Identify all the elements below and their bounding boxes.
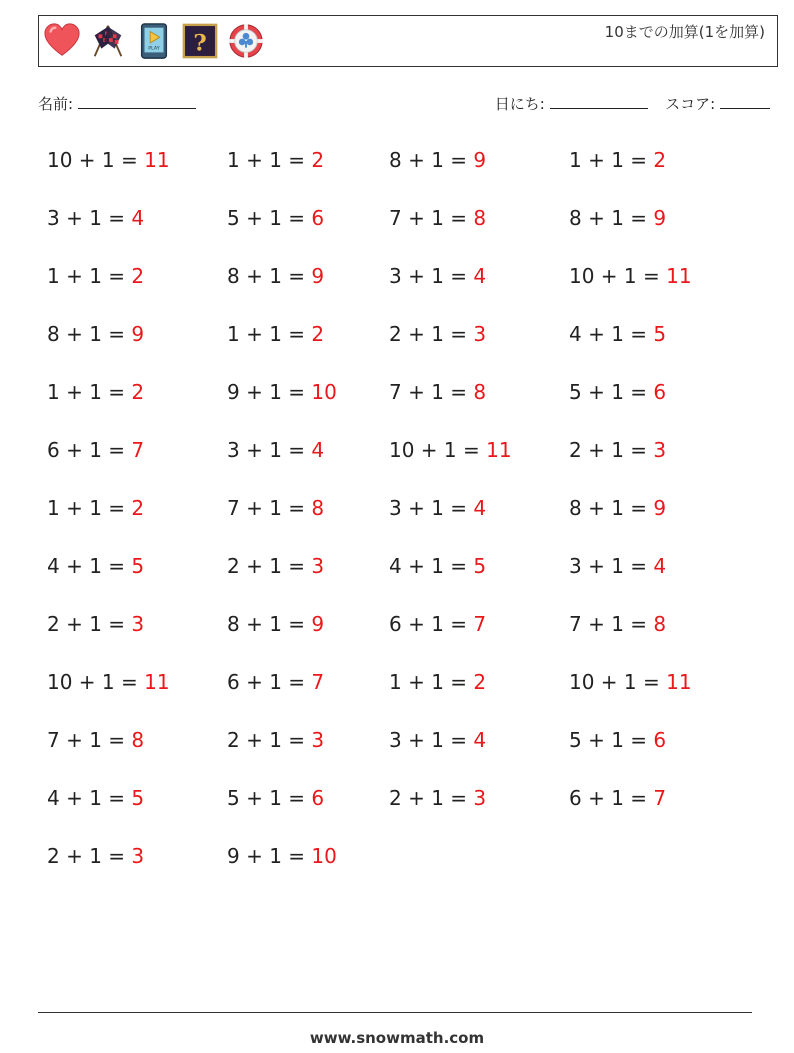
problem-question: 3 + 1 = xyxy=(389,264,474,288)
problem-answer: 2 xyxy=(653,148,667,172)
problem-answer: 6 xyxy=(653,728,667,752)
problem-question: 10 + 1 = xyxy=(569,670,667,694)
play-label: PLAY xyxy=(148,46,160,52)
problem-answer: 8 xyxy=(473,206,487,230)
problem-answer: 11 xyxy=(666,264,692,288)
problem-question: 10 + 1 = xyxy=(47,670,145,694)
problem-question: 4 + 1 = xyxy=(389,554,474,578)
play-tablet-icon xyxy=(135,22,173,60)
problem-answer: 4 xyxy=(473,496,487,520)
question-mark: ? xyxy=(193,30,207,57)
problem-answer: 3 xyxy=(473,786,487,810)
problem-answer: 5 xyxy=(473,554,487,578)
problem-question: 7 + 1 = xyxy=(227,496,312,520)
problem-question: 9 + 1 = xyxy=(227,380,312,404)
problem-question: 6 + 1 = xyxy=(227,670,312,694)
problem-answer: 11 xyxy=(486,438,512,462)
problem-question: 8 + 1 = xyxy=(47,322,132,346)
problem-item xyxy=(227,314,324,354)
problem-answer: 5 xyxy=(653,322,667,346)
problem-item xyxy=(389,256,486,296)
problem-answer: 10 xyxy=(311,844,337,868)
problem-item xyxy=(47,720,144,760)
problem-question: 3 + 1 = xyxy=(389,728,474,752)
problem-answer: 3 xyxy=(653,438,667,462)
problem-item xyxy=(47,836,144,876)
problem-answer: 8 xyxy=(311,496,325,520)
problem-item xyxy=(569,488,666,528)
problem-answer: 3 xyxy=(131,844,145,868)
problem-answer: 7 xyxy=(311,670,325,694)
problem-question: 4 + 1 = xyxy=(47,786,132,810)
problem-question: 7 + 1 = xyxy=(569,612,654,636)
problem-item xyxy=(569,140,666,180)
problem-question: 4 + 1 = xyxy=(569,322,654,346)
problem-item xyxy=(227,256,324,296)
problem-question: 7 + 1 = xyxy=(47,728,132,752)
problem-question: 3 + 1 = xyxy=(47,206,132,230)
problem-item xyxy=(389,140,486,180)
problem-question: 1 + 1 = xyxy=(47,264,132,288)
problem-answer: 4 xyxy=(131,206,145,230)
problem-item xyxy=(389,662,486,702)
problem-question: 5 + 1 = xyxy=(569,380,654,404)
problem-question: 2 + 1 = xyxy=(227,728,312,752)
problem-question: 6 + 1 = xyxy=(389,612,474,636)
problem-answer: 2 xyxy=(473,670,487,694)
problem-item xyxy=(47,778,144,818)
problem-question: 1 + 1 = xyxy=(227,322,312,346)
problem-answer: 4 xyxy=(473,728,487,752)
problem-item xyxy=(389,314,486,354)
date-score-fields xyxy=(495,93,770,114)
problem-answer: 8 xyxy=(653,612,667,636)
problem-item xyxy=(47,140,170,180)
problem-item xyxy=(47,488,144,528)
problem-item xyxy=(47,256,144,296)
worksheet-header xyxy=(38,15,778,67)
problem-question: 8 + 1 = xyxy=(389,148,474,172)
problem-item xyxy=(227,546,324,586)
problem-answer: 9 xyxy=(311,264,325,288)
problem-item xyxy=(227,140,324,180)
problem-answer: 9 xyxy=(653,206,667,230)
problem-item xyxy=(47,604,144,644)
problem-answer: 6 xyxy=(311,786,325,810)
problem-answer: 8 xyxy=(473,380,487,404)
problem-question: 7 + 1 = xyxy=(389,380,474,404)
checkered-flag-icon xyxy=(89,22,127,60)
problem-item xyxy=(47,314,144,354)
problem-question: 2 + 1 = xyxy=(569,438,654,462)
date-blank[interactable] xyxy=(550,94,648,109)
problem-answer: 11 xyxy=(144,148,170,172)
problem-question: 1 + 1 = xyxy=(47,496,132,520)
name-blank[interactable] xyxy=(78,94,196,109)
problem-answer: 3 xyxy=(131,612,145,636)
problem-item xyxy=(389,488,486,528)
problem-question: 10 + 1 = xyxy=(569,264,667,288)
problem-question: 5 + 1 = xyxy=(227,206,312,230)
problem-answer: 7 xyxy=(473,612,487,636)
problem-answer: 2 xyxy=(311,148,325,172)
problem-answer: 4 xyxy=(473,264,487,288)
problem-answer: 4 xyxy=(311,438,325,462)
header-icons xyxy=(43,22,265,60)
problem-question: 3 + 1 = xyxy=(227,438,312,462)
problem-answer: 7 xyxy=(653,786,667,810)
problem-question: 5 + 1 = xyxy=(227,786,312,810)
problem-item xyxy=(47,372,144,412)
problem-item xyxy=(47,430,144,470)
problem-question: 2 + 1 = xyxy=(389,786,474,810)
problem-question: 3 + 1 = xyxy=(569,554,654,578)
problem-item xyxy=(227,198,324,238)
problem-item xyxy=(569,604,666,644)
problem-item xyxy=(569,546,666,586)
problem-answer: 9 xyxy=(311,612,325,636)
problem-question: 8 + 1 = xyxy=(569,206,654,230)
problem-answer: 9 xyxy=(131,322,145,346)
problem-item xyxy=(569,198,666,238)
problem-item xyxy=(389,604,486,644)
problem-answer: 7 xyxy=(131,438,145,462)
worksheet-title: 10までの加算(1を加算) xyxy=(604,23,765,41)
problem-item xyxy=(569,778,666,818)
problem-question: 4 + 1 = xyxy=(47,554,132,578)
problem-question: 10 + 1 = xyxy=(389,438,487,462)
problem-question: 8 + 1 = xyxy=(227,612,312,636)
problem-question: 1 + 1 = xyxy=(569,148,654,172)
problem-item xyxy=(47,198,144,238)
problem-question: 6 + 1 = xyxy=(569,786,654,810)
problem-question: 2 + 1 = xyxy=(227,554,312,578)
problem-question: 1 + 1 = xyxy=(47,380,132,404)
problem-item xyxy=(227,488,324,528)
problem-answer: 6 xyxy=(653,380,667,404)
problem-answer: 9 xyxy=(653,496,667,520)
problem-answer: 2 xyxy=(311,322,325,346)
problem-question: 2 + 1 = xyxy=(389,322,474,346)
problem-answer: 11 xyxy=(144,670,170,694)
problem-question: 10 + 1 = xyxy=(47,148,145,172)
problem-item xyxy=(569,314,666,354)
problem-item xyxy=(389,720,486,760)
problem-item xyxy=(569,256,692,296)
problem-answer: 3 xyxy=(311,728,325,752)
problem-answer: 2 xyxy=(131,496,145,520)
problem-item xyxy=(569,430,666,470)
footer-divider xyxy=(38,1012,752,1013)
problem-answer: 9 xyxy=(473,148,487,172)
problem-item xyxy=(569,372,666,412)
problem-answer: 2 xyxy=(131,264,145,288)
footer-site: www.snowmath.com xyxy=(309,1029,485,1047)
poker-chip-icon xyxy=(227,22,265,60)
problem-answer: 2 xyxy=(131,380,145,404)
problem-answer: 3 xyxy=(473,322,487,346)
problem-answer: 5 xyxy=(131,786,145,810)
problem-answer: 5 xyxy=(131,554,145,578)
problem-answer: 11 xyxy=(666,670,692,694)
problem-item xyxy=(227,778,324,818)
problem-item xyxy=(569,662,692,702)
problem-question: 7 + 1 = xyxy=(389,206,474,230)
problem-item xyxy=(227,372,337,412)
problem-question: 1 + 1 = xyxy=(227,148,312,172)
name-label: 名前: xyxy=(38,95,74,113)
problem-item xyxy=(389,430,512,470)
problem-item xyxy=(389,546,486,586)
problem-item xyxy=(389,778,486,818)
problem-answer: 3 xyxy=(311,554,325,578)
problem-item xyxy=(389,198,486,238)
problem-question: 8 + 1 = xyxy=(569,496,654,520)
problem-item xyxy=(227,430,324,470)
problem-question: 5 + 1 = xyxy=(569,728,654,752)
problem-item xyxy=(227,836,337,876)
problem-answer: 10 xyxy=(311,380,337,404)
problem-answer: 6 xyxy=(311,206,325,230)
date-label: 日にち: xyxy=(494,95,545,113)
problem-item xyxy=(227,604,324,644)
problem-question: 6 + 1 = xyxy=(47,438,132,462)
problem-question: 9 + 1 = xyxy=(227,844,312,868)
problem-item xyxy=(389,372,486,412)
score-label: スコア: xyxy=(665,95,716,113)
problem-item xyxy=(227,720,324,760)
heart-icon xyxy=(43,22,81,60)
problem-item xyxy=(569,720,666,760)
name-field xyxy=(38,93,196,114)
problem-question: 3 + 1 = xyxy=(389,496,474,520)
problem-item xyxy=(47,662,170,702)
problem-item xyxy=(47,546,144,586)
problem-item xyxy=(227,662,324,702)
problem-question: 8 + 1 = xyxy=(227,264,312,288)
problem-question: 2 + 1 = xyxy=(47,612,132,636)
score-blank[interactable] xyxy=(720,94,770,109)
problem-question: 1 + 1 = xyxy=(389,670,474,694)
problem-question: 2 + 1 = xyxy=(47,844,132,868)
question-box-icon xyxy=(181,22,219,60)
problem-answer: 4 xyxy=(653,554,667,578)
problem-answer: 8 xyxy=(131,728,145,752)
